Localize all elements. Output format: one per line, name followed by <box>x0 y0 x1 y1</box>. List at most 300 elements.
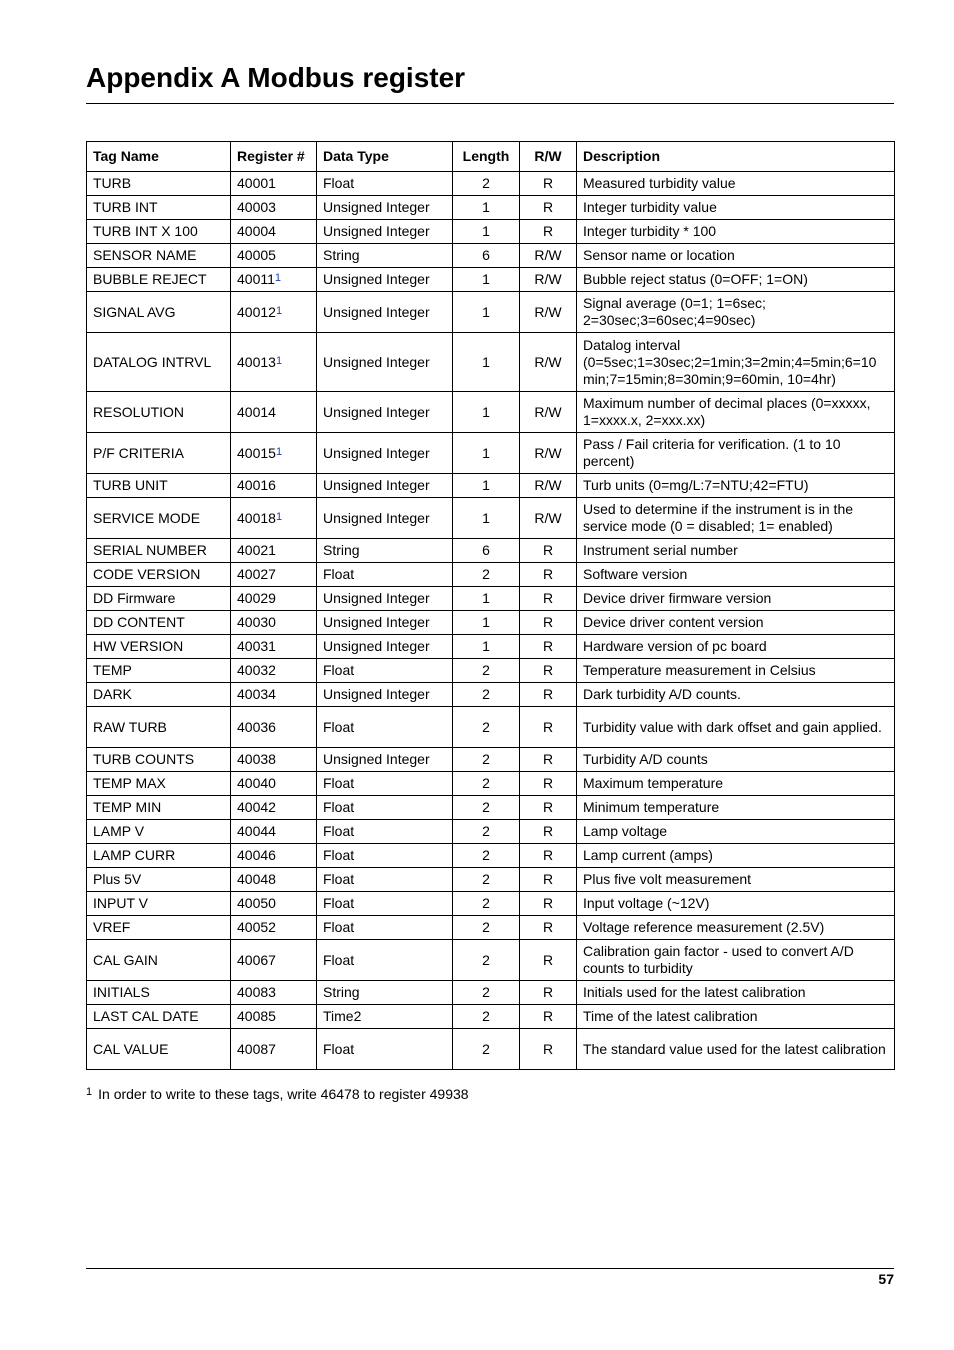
cell-description-text: Input voltage (~12V) <box>583 895 710 911</box>
cell-rw-text: R/W <box>534 247 562 263</box>
table-row <box>87 392 895 433</box>
cell-description-text: The standard value used for the latest calibration <box>583 1040 886 1057</box>
cell-description <box>577 611 895 635</box>
cell-data-type <box>317 474 453 498</box>
cell-description <box>577 683 895 707</box>
cell-length-text: 1 <box>482 614 490 630</box>
header-register: Register # <box>231 142 317 172</box>
cell-description-text: Bubble reject status (0=OFF; 1=ON) <box>583 271 808 287</box>
cell-data-type <box>317 748 453 772</box>
cell-rw-text: R/W <box>534 403 562 420</box>
cell-description-text: Used to determine if the instrument is in the service mode (0 = disabled; 1= enabled) <box>583 501 854 534</box>
cell-register <box>231 707 317 748</box>
table-row <box>87 611 895 635</box>
cell-data-type-text: Unsigned Integer <box>323 223 430 239</box>
cell-rw <box>520 220 577 244</box>
cell-data-type-text: Unsigned Integer <box>323 403 430 420</box>
table-row <box>87 196 895 220</box>
cell-register-text: 40085 <box>237 1008 276 1024</box>
cell-tag-name <box>87 220 231 244</box>
cell-data-type <box>317 892 453 916</box>
cell-tag-name <box>87 433 231 474</box>
cell-length-text: 1 <box>482 444 490 461</box>
cell-register-text: 40038 <box>237 751 276 767</box>
cell-description-text: Sensor name or location <box>583 247 735 263</box>
cell-tag-name-text: INPUT V <box>93 895 148 911</box>
cell-data-type <box>317 539 453 563</box>
cell-description-text: Software version <box>583 566 688 582</box>
cell-register-text: 40011 <box>237 271 275 287</box>
cell-rw <box>520 498 577 539</box>
cell-rw <box>520 796 577 820</box>
cell-description <box>577 587 895 611</box>
cell-description <box>577 892 895 916</box>
cell-length <box>453 796 520 820</box>
cell-length <box>453 916 520 940</box>
cell-data-type-text: Unsigned Integer <box>323 509 430 526</box>
cell-data-type-text: String <box>323 247 360 263</box>
cell-description <box>577 707 895 748</box>
cell-rw-text: R <box>542 718 554 735</box>
cell-tag-name <box>87 268 231 292</box>
cell-tag-name <box>87 707 231 748</box>
cell-data-type <box>317 1005 453 1029</box>
cell-length-text: 2 <box>482 951 490 968</box>
cell-rw <box>520 611 577 635</box>
cell-description <box>577 220 895 244</box>
cell-data-type <box>317 268 453 292</box>
cell-length <box>453 433 520 474</box>
table-header-row <box>87 142 895 172</box>
cell-description-text: Dark turbidity A/D counts. <box>583 686 741 702</box>
cell-rw <box>520 433 577 474</box>
cell-length <box>453 539 520 563</box>
cell-rw-text: R <box>542 1008 554 1024</box>
cell-data-type-text: Float <box>323 895 355 911</box>
table-row <box>87 796 895 820</box>
cell-register-text: 40001 <box>237 175 276 191</box>
cell-description <box>577 474 895 498</box>
cell-register-text: 40004 <box>237 223 276 239</box>
cell-description <box>577 748 895 772</box>
cell-register <box>231 659 317 683</box>
cell-data-type <box>317 587 453 611</box>
cell-description <box>577 563 895 587</box>
cell-data-type-text: Float <box>323 566 355 582</box>
cell-data-type <box>317 981 453 1005</box>
cell-data-type <box>317 868 453 892</box>
cell-register-text: 40016 <box>237 477 276 493</box>
cell-data-type <box>317 333 453 392</box>
cell-description <box>577 820 895 844</box>
cell-length <box>453 611 520 635</box>
footnote-ref: 1 <box>275 445 283 458</box>
cell-register-text: 40029 <box>237 590 276 606</box>
cell-register <box>231 587 317 611</box>
cell-length <box>453 563 520 587</box>
cell-length-text: 1 <box>482 223 490 239</box>
cell-tag-name <box>87 392 231 433</box>
cell-description <box>577 172 895 196</box>
cell-register <box>231 498 317 539</box>
cell-length <box>453 659 520 683</box>
cell-tag-name-text: RESOLUTION <box>93 403 185 420</box>
cell-register <box>231 635 317 659</box>
cell-data-type <box>317 220 453 244</box>
table-row <box>87 892 895 916</box>
cell-rw-text: R/W <box>534 477 562 493</box>
cell-length <box>453 498 520 539</box>
cell-description-text: Time of the latest calibration <box>583 1008 758 1024</box>
cell-register-text: 40050 <box>237 895 276 911</box>
cell-data-type <box>317 563 453 587</box>
cell-rw <box>520 868 577 892</box>
header-description: Description <box>577 142 895 172</box>
cell-data-type <box>317 196 453 220</box>
cell-rw <box>520 659 577 683</box>
cell-data-type-text: Unsigned Integer <box>323 638 430 654</box>
cell-data-type-text: Float <box>323 175 355 191</box>
cell-length <box>453 220 520 244</box>
cell-tag-name-text: SERVICE MODE <box>93 509 201 526</box>
cell-data-type <box>317 433 453 474</box>
cell-data-type-text: Float <box>323 799 355 815</box>
cell-tag-name-text: P/F CRITERIA <box>93 444 185 461</box>
cell-rw <box>520 172 577 196</box>
cell-data-type <box>317 172 453 196</box>
table-row <box>87 820 895 844</box>
cell-register <box>231 539 317 563</box>
header-rw: R/W <box>520 142 577 172</box>
cell-rw <box>520 563 577 587</box>
cell-register-text: 40012 <box>237 303 276 320</box>
cell-length-text: 2 <box>482 919 490 935</box>
cell-register-text: 40083 <box>237 984 276 1000</box>
cell-tag-name <box>87 820 231 844</box>
cell-length-text: 2 <box>482 871 490 887</box>
cell-length-text: 1 <box>482 403 490 420</box>
cell-length-text: 6 <box>482 542 490 558</box>
cell-register-text: 40027 <box>237 566 276 582</box>
cell-length-text: 2 <box>482 775 490 791</box>
cell-register <box>231 563 317 587</box>
cell-rw <box>520 1029 577 1070</box>
cell-description <box>577 268 895 292</box>
cell-length-text: 2 <box>482 799 490 815</box>
cell-length-text: 2 <box>482 1040 490 1057</box>
cell-description <box>577 635 895 659</box>
cell-register-text: 40042 <box>237 799 276 815</box>
cell-register-text: 40032 <box>237 662 276 678</box>
cell-register-text: 40021 <box>237 542 276 558</box>
page-number: 57 <box>878 1271 894 1287</box>
cell-register <box>231 916 317 940</box>
cell-tag-name <box>87 981 231 1005</box>
cell-rw-text: R <box>542 686 554 702</box>
footnote-ref: 1 <box>275 304 283 317</box>
cell-description <box>577 916 895 940</box>
cell-rw <box>520 981 577 1005</box>
cell-length-text: 1 <box>482 638 490 654</box>
cell-data-type-text: Unsigned Integer <box>323 477 430 493</box>
cell-data-type-text: Unsigned Integer <box>323 751 430 767</box>
cell-tag-name <box>87 772 231 796</box>
cell-description-text: Hardware version of pc board <box>583 638 767 654</box>
cell-description-text: Maximum number of decimal places (0=xxxxx, 1=xxxx.x, 2=xxx.xx) <box>583 395 871 428</box>
cell-tag-name-text: INITIALS <box>93 984 150 1000</box>
title-rule <box>86 103 894 104</box>
cell-length-text: 1 <box>482 353 490 370</box>
cell-description <box>577 433 895 474</box>
cell-rw-text: R <box>542 590 554 606</box>
cell-length <box>453 172 520 196</box>
cell-length-text: 1 <box>482 477 490 493</box>
cell-rw-text: R <box>542 823 554 839</box>
cell-rw-text: R/W <box>534 271 562 287</box>
cell-data-type-text: Float <box>323 718 355 735</box>
table-row <box>87 433 895 474</box>
cell-rw-text: R/W <box>534 353 562 370</box>
cell-length <box>453 683 520 707</box>
cell-data-type-text: Unsigned Integer <box>323 590 430 606</box>
cell-tag-name-text: SIGNAL AVG <box>93 303 176 320</box>
cell-register <box>231 748 317 772</box>
cell-rw-text: R <box>542 638 554 654</box>
table-row <box>87 868 895 892</box>
cell-length-text: 1 <box>482 199 490 215</box>
cell-tag-name <box>87 563 231 587</box>
cell-register <box>231 820 317 844</box>
cell-description-text: Voltage reference measurement (2.5V) <box>583 919 825 935</box>
cell-tag-name <box>87 172 231 196</box>
cell-rw-text: R/W <box>534 509 562 526</box>
cell-tag-name <box>87 292 231 333</box>
table-row <box>87 292 895 333</box>
cell-tag-name-text: SENSOR NAME <box>93 247 197 263</box>
cell-tag-name <box>87 635 231 659</box>
cell-register <box>231 292 317 333</box>
cell-description-text: Turbidity A/D counts <box>583 751 708 767</box>
cell-tag-name-text: TURB UNIT <box>93 477 168 493</box>
cell-description <box>577 868 895 892</box>
cell-length-text: 2 <box>482 984 490 1000</box>
cell-data-type-text: Float <box>323 951 355 968</box>
cell-data-type-text: Unsigned Integer <box>323 614 430 630</box>
cell-description <box>577 772 895 796</box>
cell-rw-text: R <box>542 542 554 558</box>
modbus-register-table <box>86 141 895 1070</box>
cell-tag-name-text: SERIAL NUMBER <box>93 542 207 558</box>
cell-description <box>577 940 895 981</box>
cell-register-text: 40034 <box>237 686 276 702</box>
cell-description-text: Instrument serial number <box>583 542 738 558</box>
cell-length <box>453 474 520 498</box>
cell-tag-name-text: Plus 5V <box>93 871 142 887</box>
footnote-marker: 1 <box>86 1086 93 1098</box>
cell-description <box>577 498 895 539</box>
cell-rw-text: R <box>542 951 554 968</box>
cell-length <box>453 1005 520 1029</box>
cell-description <box>577 796 895 820</box>
cell-data-type <box>317 940 453 981</box>
cell-description <box>577 844 895 868</box>
cell-length <box>453 244 520 268</box>
cell-register-text: 40048 <box>237 871 276 887</box>
cell-rw-text: R/W <box>534 444 562 461</box>
cell-tag-name <box>87 868 231 892</box>
cell-tag-name-text: CODE VERSION <box>93 566 201 582</box>
cell-rw <box>520 539 577 563</box>
cell-description-text: Initials used for the latest calibration <box>583 984 806 1000</box>
cell-description-text: Signal average (0=1; 1=6sec; 2=30sec;3=60sec;4=90sec) <box>583 295 766 328</box>
cell-register-text: 40015 <box>237 444 276 461</box>
cell-data-type-text: Unsigned Integer <box>323 199 430 215</box>
table-row <box>87 244 895 268</box>
cell-register-text: 40040 <box>237 775 276 791</box>
cell-tag-name-text: BUBBLE REJECT <box>93 271 207 287</box>
cell-length <box>453 587 520 611</box>
cell-rw <box>520 635 577 659</box>
cell-rw <box>520 292 577 333</box>
cell-tag-name <box>87 1029 231 1070</box>
cell-rw-text: R <box>542 223 554 239</box>
table-row <box>87 772 895 796</box>
cell-description-text: Turb units (0=mg/L:7=NTU;42=FTU) <box>583 477 809 493</box>
cell-rw-text: R <box>542 871 554 887</box>
cell-rw <box>520 940 577 981</box>
cell-rw-text: R <box>542 662 554 678</box>
cell-length <box>453 981 520 1005</box>
cell-length-text: 6 <box>482 247 490 263</box>
cell-rw <box>520 772 577 796</box>
table-row <box>87 683 895 707</box>
cell-rw <box>520 268 577 292</box>
cell-length-text: 2 <box>482 686 490 702</box>
cell-description-text: Measured turbidity value <box>583 175 736 191</box>
cell-description-text: Minimum temperature <box>583 799 720 815</box>
cell-description-text: Turbidity value with dark offset and gain applied. <box>583 718 882 735</box>
cell-data-type <box>317 772 453 796</box>
cell-register-text: 40067 <box>237 951 276 968</box>
table-row <box>87 981 895 1005</box>
cell-length-text: 2 <box>482 175 490 191</box>
table-row <box>87 333 895 392</box>
header-length: Length <box>453 142 520 172</box>
footnote-ref: 1 <box>275 354 283 367</box>
cell-register <box>231 196 317 220</box>
cell-rw-text: R <box>542 614 554 630</box>
cell-rw <box>520 333 577 392</box>
cell-tag-name <box>87 659 231 683</box>
cell-length-text: 1 <box>482 509 490 526</box>
cell-register <box>231 244 317 268</box>
cell-rw-text: R <box>542 751 554 767</box>
cell-length <box>453 635 520 659</box>
cell-description-text: Lamp voltage <box>583 823 668 839</box>
cell-tag-name-text: HW VERSION <box>93 638 184 654</box>
cell-register-text: 40030 <box>237 614 276 630</box>
cell-data-type-text: Time2 <box>323 1008 362 1024</box>
cell-length <box>453 892 520 916</box>
cell-data-type <box>317 1029 453 1070</box>
cell-length <box>453 844 520 868</box>
cell-length <box>453 392 520 433</box>
cell-length <box>453 707 520 748</box>
cell-rw-text: R/W <box>534 303 562 320</box>
cell-rw-text: R <box>542 984 554 1000</box>
cell-length <box>453 1029 520 1070</box>
cell-length <box>453 820 520 844</box>
cell-data-type-text: Unsigned Integer <box>323 444 430 461</box>
cell-description-text: Plus five volt measurement <box>583 871 752 887</box>
cell-rw <box>520 392 577 433</box>
cell-description-text: Temperature measurement in Celsius <box>583 662 816 678</box>
table-row <box>87 940 895 981</box>
cell-tag-name <box>87 587 231 611</box>
cell-description <box>577 292 895 333</box>
cell-rw <box>520 196 577 220</box>
cell-data-type <box>317 820 453 844</box>
cell-description <box>577 392 895 433</box>
cell-rw-text: R <box>542 847 554 863</box>
cell-tag-name-text: DD Firmware <box>93 590 176 606</box>
cell-tag-name-text: CAL GAIN <box>93 951 158 968</box>
cell-length-text: 2 <box>482 718 490 735</box>
cell-rw <box>520 683 577 707</box>
footnote-ref: 1 <box>274 272 282 284</box>
cell-data-type-text: Unsigned Integer <box>323 303 430 320</box>
table-row <box>87 220 895 244</box>
cell-tag-name-text: TURB <box>93 175 132 191</box>
cell-tag-name-text: VREF <box>93 919 131 935</box>
cell-length-text: 2 <box>482 847 490 863</box>
cell-description <box>577 1029 895 1070</box>
cell-register-text: 40044 <box>237 823 276 839</box>
cell-tag-name <box>87 244 231 268</box>
cell-tag-name <box>87 844 231 868</box>
cell-length-text: 2 <box>482 823 490 839</box>
cell-length-text: 2 <box>482 895 490 911</box>
cell-data-type-text: String <box>323 984 360 1000</box>
table-row <box>87 268 895 292</box>
cell-description <box>577 1005 895 1029</box>
cell-tag-name-text: DARK <box>93 686 132 702</box>
cell-rw <box>520 820 577 844</box>
cell-register <box>231 220 317 244</box>
cell-length-text: 1 <box>482 271 490 287</box>
cell-rw <box>520 748 577 772</box>
cell-tag-name <box>87 611 231 635</box>
cell-length <box>453 292 520 333</box>
cell-data-type-text: Float <box>323 823 355 839</box>
cell-data-type-text: Unsigned Integer <box>323 686 430 702</box>
cell-description-text: Device driver content version <box>583 614 764 630</box>
cell-length <box>453 868 520 892</box>
cell-length <box>453 268 520 292</box>
cell-tag-name <box>87 892 231 916</box>
table-row <box>87 1029 895 1070</box>
cell-data-type-text: Float <box>323 871 355 887</box>
cell-register <box>231 683 317 707</box>
cell-rw-text: R <box>542 895 554 911</box>
cell-tag-name <box>87 196 231 220</box>
cell-description-text: Datalog interval (0=5sec;1=30sec;2=1min;3=2min;4=5min;6=10 min;7=15min;8=30min;9=60min, 10=4hr) <box>583 336 877 387</box>
cell-data-type-text: Unsigned Integer <box>323 271 430 287</box>
footnote-ref: 1 <box>275 510 283 523</box>
cell-tag-name-text: LAMP V <box>93 823 145 839</box>
cell-register <box>231 868 317 892</box>
cell-data-type <box>317 611 453 635</box>
